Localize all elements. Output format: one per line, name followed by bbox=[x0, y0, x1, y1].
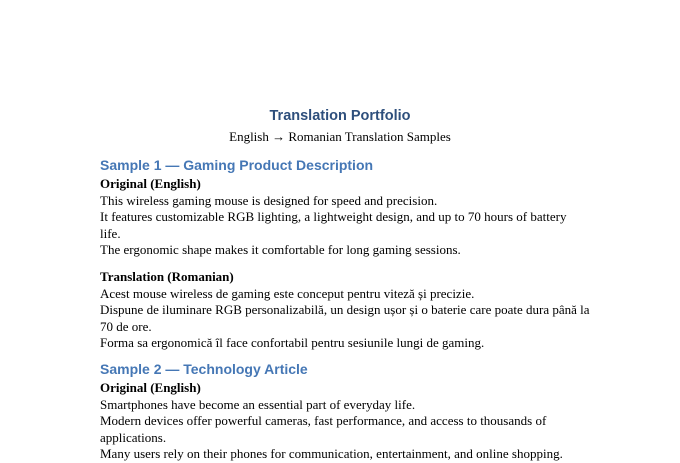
document-content bbox=[100, 156, 590, 463]
document-title: Translation Portfolio bbox=[269, 108, 411, 124]
sample-2-original-line: Many users rely on their phones for communication, entertainment, and online shopping. bbox=[100, 446, 563, 462]
sample-1-original-label: Original (English) bbox=[100, 176, 201, 191]
sample-1-heading: Sample 1 — Gaming Product Description bbox=[100, 157, 374, 173]
sample-1-translation-line: Acest mouse wireless de gaming este conceput pentru viteză și precizie. bbox=[100, 285, 475, 301]
sample-2-original-line: Smartphones have become an essential part of everyday life. bbox=[100, 396, 416, 412]
sample-1-translation-label: Translation (Romanian) bbox=[100, 268, 234, 284]
sample-2-heading: Sample 2 — Technology Article bbox=[100, 360, 308, 377]
sample-2-original-line: Modern devices offer powerful cameras, fast performance, and access to thousands of applications. bbox=[100, 413, 547, 445]
sample-1-original-line: The ergonomic shape makes it comfortable for long gaming sessions. bbox=[100, 242, 461, 258]
document-subtitle: English → Romanian Translation Samples bbox=[229, 129, 451, 144]
sample-1-translation-line: Forma sa ergonomică îl face confortabil pentru sesiunile lungi de gaming. bbox=[100, 335, 485, 351]
sample-1-translation-line: Dispune de iluminare RGB personalizabilă, un design ușor și o baterie care poate dura până la 70 de ore. bbox=[100, 302, 590, 334]
sample-1-original-line: It features customizable RGB lighting, a lightweight design, and up to 70 hours of battery life. bbox=[100, 209, 567, 241]
sample-1-original-line: This wireless gaming mouse is designed for speed and precision. bbox=[100, 192, 438, 208]
sample-2-original-label: Original (English) bbox=[100, 379, 201, 395]
